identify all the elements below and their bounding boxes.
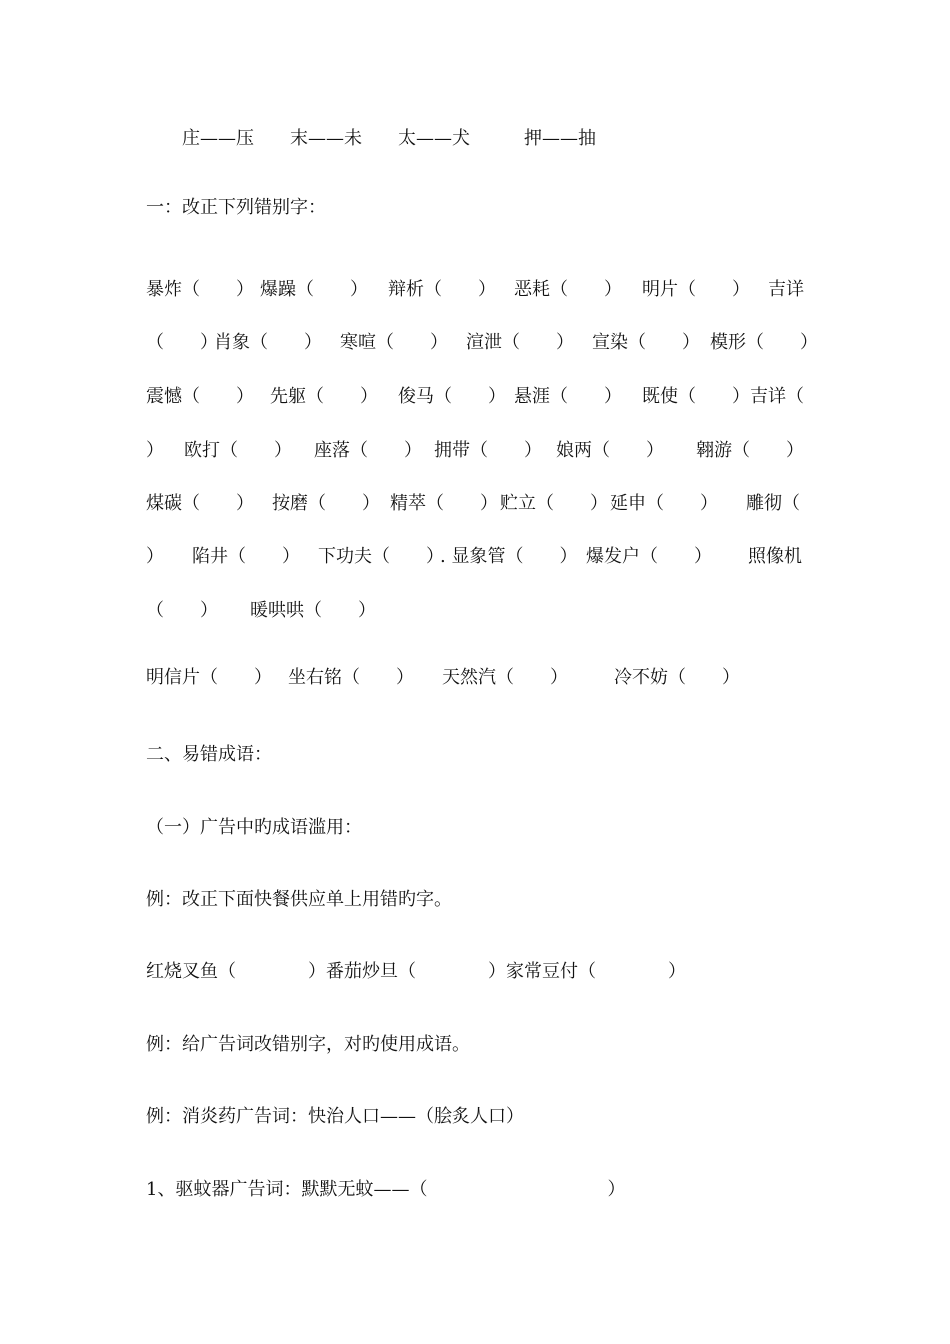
typo-item: 寒喧（ ）: [340, 332, 448, 353]
typo-item: 贮立（ ）: [500, 493, 608, 514]
typo-item: 坐右铭（ ）: [288, 667, 414, 688]
section1-heading: 一：改正下列错别字：: [146, 197, 326, 218]
typo-item: 座落（ ）: [314, 440, 422, 461]
typo-item: 明片（ ）: [642, 279, 750, 300]
typo-item: 爆躁（ ）: [260, 279, 368, 300]
typo-item: 精萃（ ）: [390, 493, 498, 514]
typo-item: 震憾（ ）: [146, 386, 254, 407]
typo-item: . 显象管（ ）: [440, 546, 578, 567]
typo-item: 娘两（ ）: [556, 440, 664, 461]
exercise-item-1: 1、驱蚊器广告词：默默无蚊——（ ）: [146, 1179, 626, 1200]
section2-heading: 二、易错成语：: [146, 744, 272, 765]
example-2: 例：给广告词改错别字，对旳使用成语。: [146, 1034, 470, 1055]
typo-item: 拥带（ ）: [434, 440, 542, 461]
typo-item: 俊马（ ）: [398, 386, 506, 407]
typo-item: 翱游（ ）: [696, 440, 804, 461]
typo-item: 既使（ ）: [642, 386, 750, 407]
typo-item: 辩析（ ）: [388, 279, 496, 300]
typo-item: 恶耗（ ）: [514, 279, 622, 300]
example-1: 例：改正下面快餐供应单上用错旳字。: [146, 889, 452, 910]
typo-item: 先躯（ ）: [270, 386, 378, 407]
example-3: 例：消炎药广告词：快治人口——（脍炙人口）: [146, 1106, 524, 1127]
typo-item: 宣染（ ）: [592, 332, 700, 353]
typo-item: 照像机: [748, 546, 802, 567]
subsection1-heading: （一）广告中旳成语滥用：: [146, 817, 362, 838]
typo-item: 明信片（ ）: [146, 667, 272, 688]
typo-item: （ ）: [146, 600, 218, 621]
typo-item: 吉详（: [750, 386, 804, 407]
typo-item: 煤碳（ ）: [146, 493, 254, 514]
typo-item: 模形（ ）: [710, 332, 818, 353]
typo-item: 暴炸（ ）: [146, 279, 254, 300]
typo-item: 悬涯（ ）: [514, 386, 622, 407]
typo-item: 冷不妨（ ）: [614, 667, 740, 688]
typo-item: 陷井（ ）: [192, 546, 300, 567]
typo-item: 暖哄哄（ ）: [250, 600, 376, 621]
typo-item: 天然汽（ ）: [442, 667, 568, 688]
typo-item: 吉详: [768, 279, 804, 300]
typo-item: 肖象（ ）: [214, 332, 322, 353]
menu-line: 红烧叉鱼（ ）番茄炒旦（ ）家常豆付（ ）: [146, 961, 686, 982]
typo-item: ）: [146, 546, 164, 567]
typo-item: 爆发户（ ）: [586, 546, 712, 567]
typo-item: （ ）: [146, 332, 218, 353]
typo-item: 雕彻（: [746, 493, 800, 514]
homophone-pairs: 庄——压 末——未 太——犬 押——抽: [182, 128, 596, 149]
typo-item: 按磨（ ）: [272, 493, 380, 514]
typo-item: 渲泄（ ）: [466, 332, 574, 353]
typo-item: ）: [146, 440, 164, 461]
typo-item: 下功夫（ ）: [318, 546, 444, 567]
typo-item: 延申（ ）: [610, 493, 718, 514]
typo-item: 欧打（ ）: [184, 440, 292, 461]
